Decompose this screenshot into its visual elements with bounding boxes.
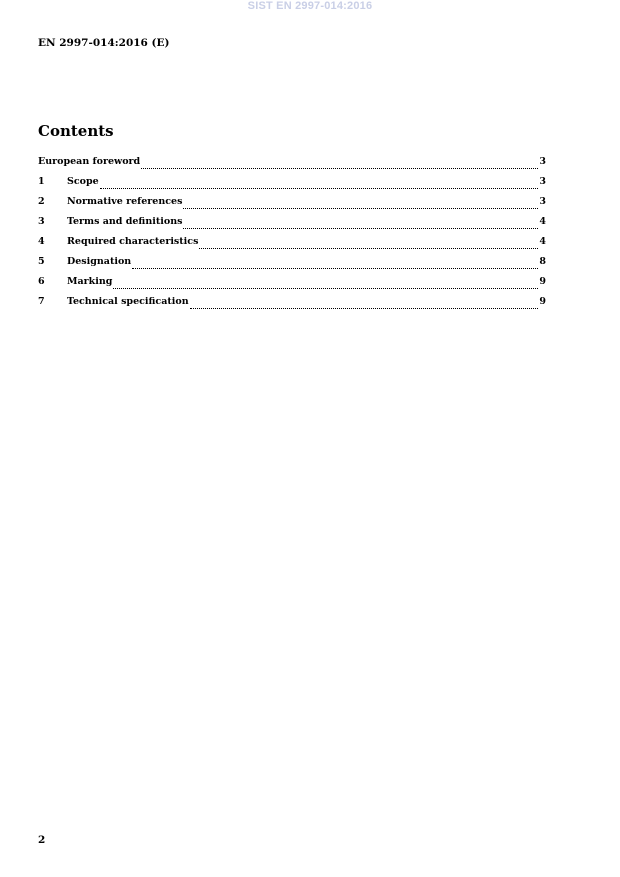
toc-leader-dots bbox=[199, 248, 538, 249]
toc-leader-dots bbox=[190, 308, 539, 309]
toc-leader-dots bbox=[183, 208, 538, 209]
toc-entry-terms-and-definitions[interactable] bbox=[38, 216, 546, 236]
toc-entry-label: European foreword bbox=[38, 156, 141, 167]
toc-entry-marking[interactable] bbox=[38, 276, 546, 296]
toc-entry-number: 7 bbox=[38, 296, 45, 307]
toc-entry-number: 4 bbox=[38, 236, 45, 247]
toc-entry-designation[interactable] bbox=[38, 256, 546, 276]
toc-entry-page: 4 bbox=[539, 216, 546, 227]
toc-leader-dots bbox=[141, 168, 538, 169]
toc-entry-foreword[interactable] bbox=[38, 156, 546, 176]
watermark: SIST EN 2997-014:2016 bbox=[247, 0, 373, 12]
toc-entry-label: Marking bbox=[67, 276, 113, 287]
toc-entry-label: Scope bbox=[67, 176, 99, 187]
toc-entry-label: Terms and definitions bbox=[67, 216, 183, 227]
document-identifier: EN 2997-014:2016 (E) bbox=[38, 37, 170, 49]
toc-entry-number: 1 bbox=[38, 176, 45, 187]
toc-entry-page: 3 bbox=[539, 196, 546, 207]
toc-entry-label: Designation bbox=[67, 256, 132, 267]
toc-entry-page: 9 bbox=[539, 296, 546, 307]
toc-entry-page: 3 bbox=[539, 176, 546, 187]
toc-entry-technical-specification[interactable] bbox=[38, 296, 546, 316]
toc-leader-dots bbox=[100, 188, 539, 189]
toc-entry-required-characteristics[interactable] bbox=[38, 236, 546, 256]
toc-entry-label: Normative references bbox=[67, 196, 183, 207]
toc-entry-label: Technical specification bbox=[67, 296, 189, 307]
toc-leader-dots bbox=[113, 288, 538, 289]
toc-entry-number: 3 bbox=[38, 216, 45, 227]
toc-entry-scope[interactable] bbox=[38, 176, 546, 196]
table-of-contents bbox=[38, 156, 546, 316]
toc-entry-normative-references[interactable] bbox=[38, 196, 546, 216]
toc-entry-page: 4 bbox=[539, 236, 546, 247]
toc-entry-number: 2 bbox=[38, 196, 45, 207]
toc-entry-number: 6 bbox=[38, 276, 45, 287]
contents-title: Contents bbox=[38, 122, 114, 140]
toc-leader-dots bbox=[132, 268, 538, 269]
toc-entry-number: 5 bbox=[38, 256, 45, 267]
toc-leader-dots bbox=[183, 228, 538, 229]
page-number: 2 bbox=[38, 834, 46, 846]
toc-entry-page: 9 bbox=[539, 276, 546, 287]
toc-entry-label: Required characteristics bbox=[67, 236, 199, 247]
toc-entry-page: 3 bbox=[539, 156, 546, 167]
toc-entry-page: 8 bbox=[539, 256, 546, 267]
